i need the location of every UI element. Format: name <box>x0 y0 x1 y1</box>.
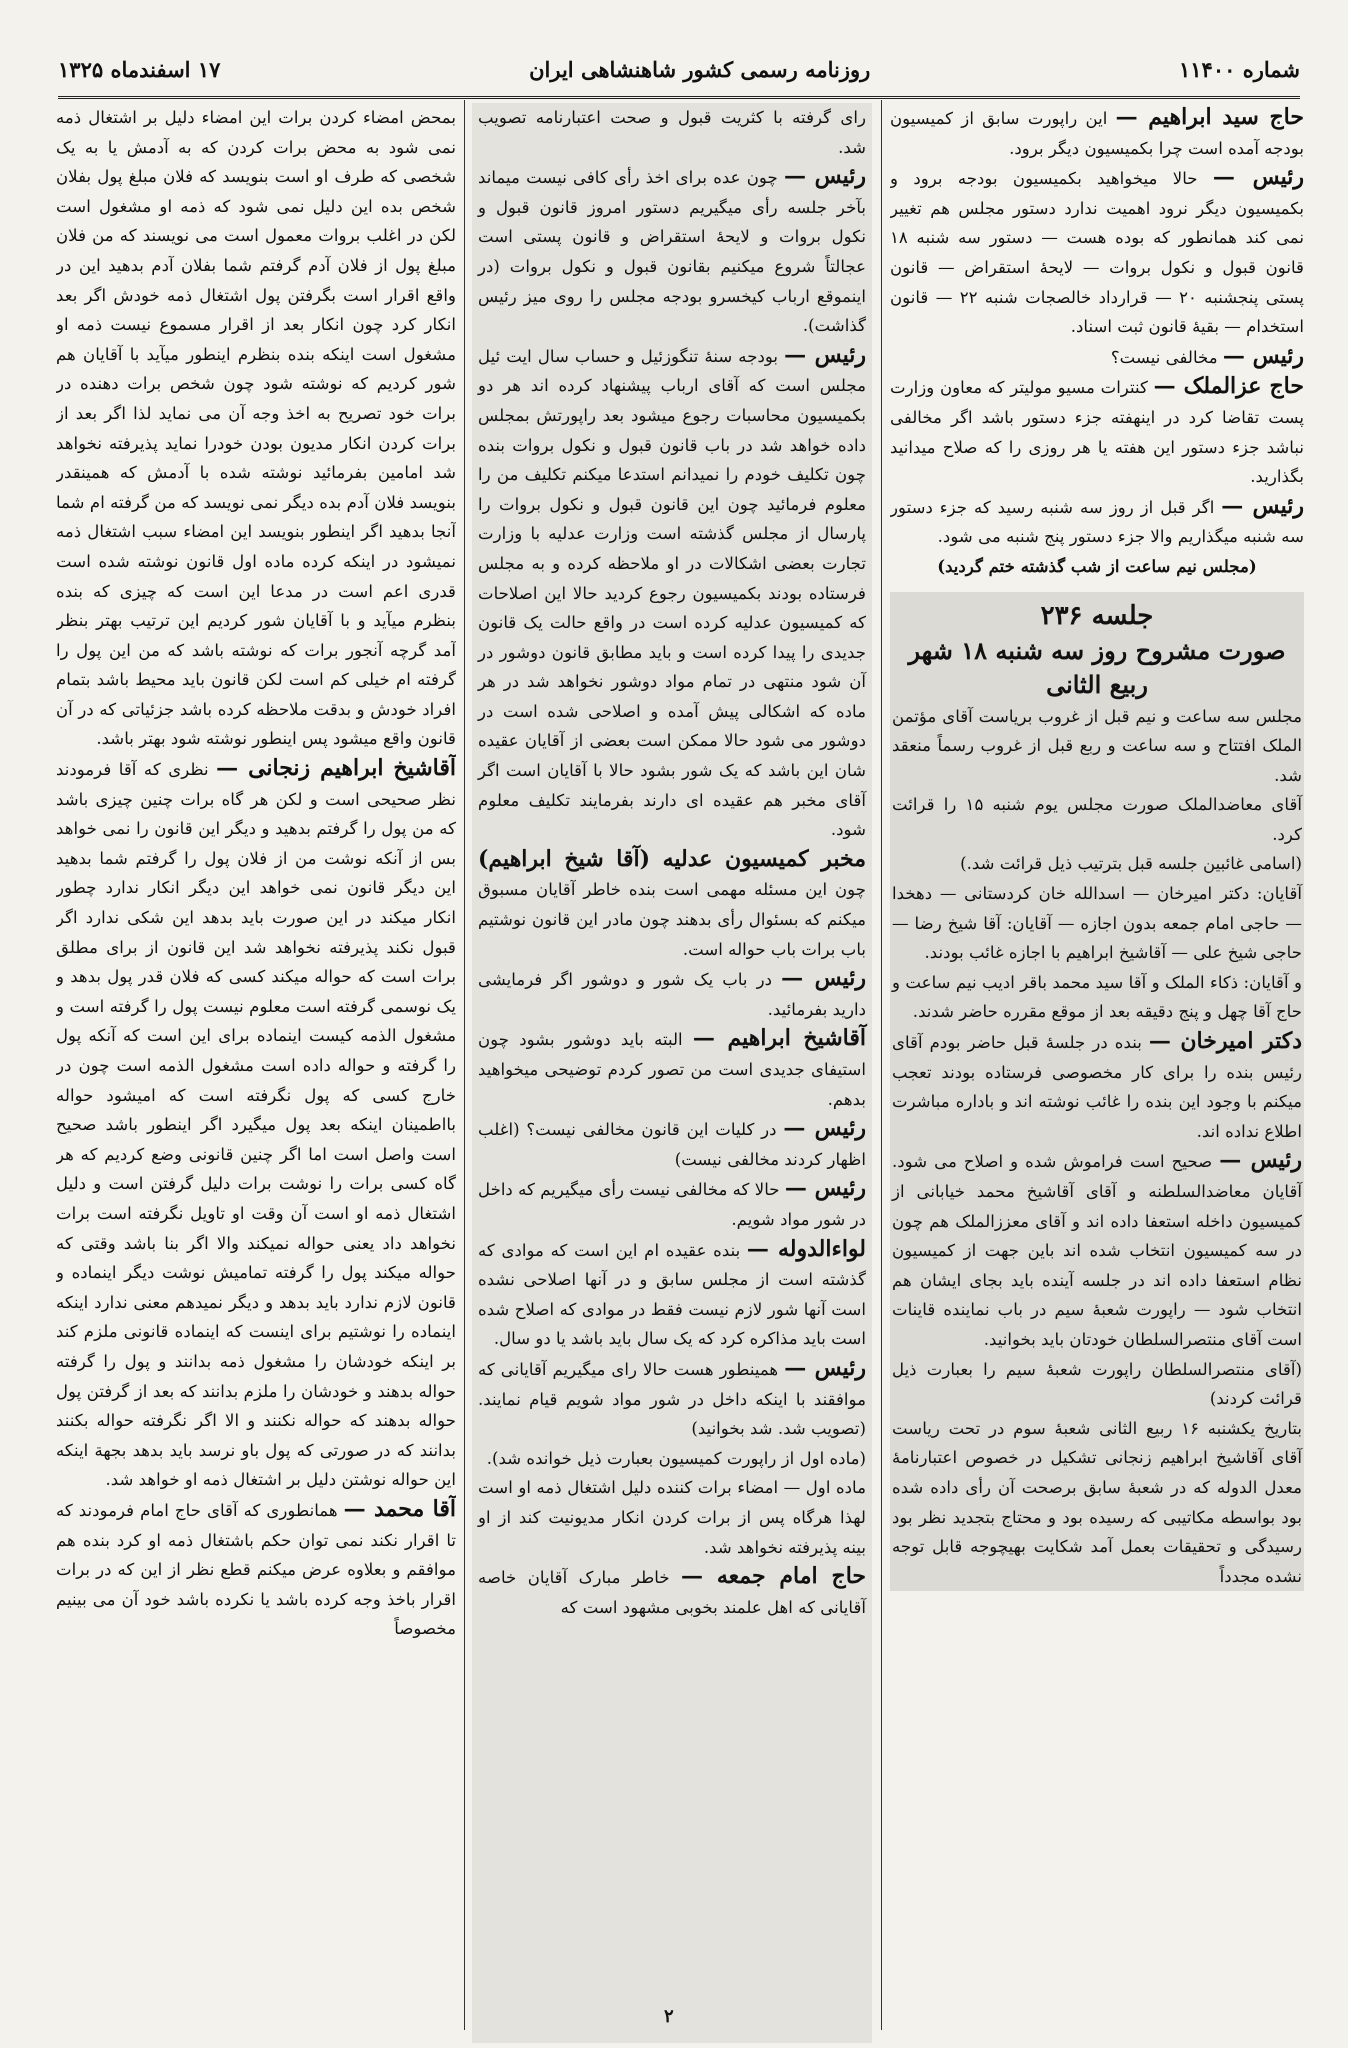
issue-date: ۱۷ اسفندماه ۱۳۲۵ <box>58 56 221 82</box>
paragraph: آقای معاضدالملک صورت مجلس یوم شنبه ۱۵ را قرائت کرد. <box>892 795 1302 844</box>
paragraph <box>890 103 1304 163</box>
paragraph <box>890 372 1304 491</box>
paragraph: (ماده اول از راپورت کمیسیون بعبارت ذیل خوانده شد). <box>486 1448 866 1468</box>
paragraph <box>478 162 866 341</box>
speech-text: در باب یک شور و دوشور اگر فرمایشی دارید بفرمائید. <box>478 970 866 1019</box>
paragraph: مجلس سه ساعت و نیم قبل از غروب بریاست آقای مؤتمن الملک افتتاح و سه ساعت و ربع قبل از غروب رسماً منعقد شد. <box>892 706 1302 785</box>
speech-text: حالا که مخالفی نیست رأی میگیریم که داخل در شور مواد شویم. <box>478 1180 866 1229</box>
newspaper-title: روزنامه رسمی کشور شاهنشاهی ایران <box>529 56 871 82</box>
paragraph: رای گرفته با کثریت قبول و صحت اعتبارنامه تصویب شد. <box>478 108 866 157</box>
paragraph: (آقای منتصرالسلطان راپورت شعبهٔ سیم را بعبارت ذیل قرائت کردند) <box>892 1359 1302 1409</box>
paragraph: بمحض امضاء کردن برات این امضاء دلیل بر اشتغال ذمه نمی شود به محض برات کردن که به آدمش یا به یک شخصی که طرف او است بنویسد که فلان مبلغ پول بفلان شخص بده این دلیل نمی شود که ذمه او مشغول است لکن در اغلب بروات معمول است می نویسند که من فلان مبلغ پول از فلان آدم گرفتم شما بفلان آدم بدهید این در واقع اقرار است بگرفتن پول اشتغال ذمه خودش اگر بعد انکار کرد چون انکار بعد از اقرار مسموع نیست ذمه او مشغول است اینکه بنده بنظرم اینطور میآید با آقایان هم شور کردیم که نوشته شود چون شخص برات دهنده در برات خود تصریح به اخذ وجه آن می نماید لذا اگر بعد از برات کردن انکار مدیون بودن خودرا نماید پذیرفته نخواهد شد امامین بفرمائید نوشته شده با آدمش که همینقدر بنویسد فلان آدم بده دیگر نمی نویسد که من گرفته ام شما آنجا بدهید اگر اینطور بنویسد این امضاء سبب اشتغال ذمه نمیشود در اینکه کرده ماده اول قانون نوشته شده است قدری اعم است در مدعا این است که چیزی که بنده بنظرم میآید و با آقایان شور کردیم این ترتیب بهتر بنظر آمد گرچه آنجور برات که نوشته باشد که من این پول را گرفته ام خیلی کم است لکن قانون باید محیط باشد بتمام افراد خودش و بدقت ملاحظه کرده باشد جزئیاتی که در آن قانون واقع میشود پس اینطور نوشته شود بهتر باشد. <box>56 108 456 749</box>
speech-text: صحیح است فراموش شده و اصلاح می شود. آقایان معاضدالسلطنه و آقای آقاشیخ محمد خیابانی از کمیسیون داخله استعفا داده اند و آقای معززالملک هم چون در سه کمیسیون انتخاب شده اند باین جهت از کمیسیون نظام استعفا داده اند در جلسه آینده باید بجای ایشان هم انتخاب شود — راپورت شعبهٔ سیم در باب نماینده قاینات است آقای منتصرالسلطان خودتان باید بخوانید. <box>892 1152 1302 1349</box>
speaker-name: رئیس — <box>783 163 867 190</box>
speech-text: اگر قبل از روز سه شنبه رسید که جزء دستور سه شنبه میگذاریم والا جزء دستور پنج شنبه می شود. <box>890 497 1304 547</box>
speaker-name: رئیس — <box>1221 492 1304 519</box>
speech-text: بنده عقیده ام این است که موادی که گذشته است از مجلس سابق و در آنها اصلاحی نشده است آنها شور لازم نیست فقط در موادی که اصلاح شده است باید مذاکره کرد که یک سال باید باشد یا دو سال. <box>478 1240 866 1349</box>
paragraph <box>478 341 866 845</box>
paragraph <box>892 1146 1302 1354</box>
speech-text: این راپورت سابق از کمیسیون بودجه آمده است چرا بکمیسیون دیگر برود. <box>890 109 1304 158</box>
speaker-name: رئیس — <box>784 1175 867 1202</box>
speech-text: کنترات مسیو مولیتر که معاون وزارت پست تقاضا کرد در اینهفته جزء دستور باشد اگر مخالفی نباشد جزء دستور این هفته یا هر روزی را که صلاح میدانید بگذارید. <box>890 378 1304 487</box>
paragraph: بتاریخ یکشنبه ۱۶ ربیع الثانی شعبهٔ سوم در تحت ریاست آقای آقاشیخ ابراهیم زنجانی تشکیل در خصوص اعتبارنامهٔ معدل الدوله که در شعبهٔ سابق برصحت آن رأی داده شده بود بواسطه مکاتیبی که رسیده بود و محتاج بتجدید نظر بود رسیدگی و تحقیقات بعمل آمد شکایت بهیچوجه قابل توجه نشده مجدداً <box>892 1418 1303 1586</box>
speech-text: البته باید دوشور بشود چون استیفای جدیدی است من تصور کردم توضیحی میخواهید بدهم. <box>478 1030 866 1109</box>
speech-text: همینطور هست حالا رای میگیریم آقایانی که موافقند با اینکه داخل در شور مواد شویم قیام نمایند. (تصویب شد. شد بخوانید) <box>478 1359 866 1439</box>
speech-text: بنده در جلسهٔ قبل حاضر بودم آقای رئیس بنده را برای کار مخصوصی فرستاده بودند تعجب میکنم با وجود این بنده را غائب نوشته اند و باداره مباشرت اطلاع نداده اند. <box>892 1033 1302 1141</box>
paragraph <box>478 964 866 1024</box>
speech-text: مخالفی نیست؟ <box>1110 347 1218 367</box>
right-column <box>890 103 1304 2043</box>
speech-text: نظری که آقا فرمودند نظر صحیحی است و لکن هر گاه برات چنین چیزی باشد که من پول را گرفتم بدهید و دیگر این قانون را نمی خواهد بس از آنکه نوشت من از فلان پول را گرفتم شما بدهید این دیگر قانون نمی خواهد این دیگر انکار ندارد چطور انکار میکند در این صورت باید بدهد این شکی ندارد اگر قبول نکند پذیرفته نخواهد شد این قانون از برای مطلق برات است که حواله میکند کسی که فلان قدر پول بدهد و یک نوسمی گرفته است معلوم نیست پول را گرفته است و مشغول الذمه کیست اینماده برای این است که آنکه پول را گرفته و حواله داده است مشغول الذمه است چون در خارج کسی که پول نگرفته است که امیشود حواله بااطمینان اینکه بعد پول میگیرد اگر اینطور باشد صحیح است واصل است اما اگر چنین قانونی وضع کردیم که هر گاه کسی برات را نوشت برات دلیل گرفتن است و دلیل اشتغال ذمه او است آن وقت او تاویل نگرفته است برات نخواهد داد یعنی حواله نمیکند والا اگر بنا باشد وقتی که حواله میکند پول را گرفته تمامیش نوشت دیگر اینماده و قانون لازم ندارد باید بدهد و دیگر نمیدهم معنی ندارد اینکه اینماده را نوشتیم برای اینست که اینماده قانونی ملزم کند بر اینکه خودشان را مشغول ذمه بدانند و پول را گرفته حواله بدهند و خودشان را ملزم بدانند که بعد از گرفتن پول حواله بدهند که حواله نکنند و الا اگر نگرفته حواله بکنند بدانند که در صورتی که پول باو نرسد باید بدهد بجهة اینکه این حواله نوشتن دلیل بر اشتغال ذمه او خواهد شد. <box>56 760 456 1490</box>
left-column <box>56 103 456 2043</box>
speaker-name: رئیس — <box>1212 164 1304 191</box>
paragraph <box>892 1027 1302 1146</box>
paragraph <box>56 1495 456 1644</box>
paragraph: و آقایان: ذکاء الملک و آقا سید محمد باقر ادیب نیم ساعت و حاج آقا چهل و پنج دقیقه بعد از موقع مقرره حاضر شدند. <box>892 972 1302 1022</box>
paragraph <box>478 1354 866 1444</box>
paragraph <box>478 1562 866 1622</box>
speech-text: چون این مسئله مهمی است بنده خاطر آقایان مسبوق میکنم که بسئوال رأی بدهند چون مادر این قانون نوشتیم باب برات باب حواله است. <box>478 880 866 959</box>
speech-text: خاطر مبارک آقایان خاصه آقایانی که اهل علمند بخوبی مشهود است که <box>478 1568 866 1617</box>
speech-text: بودجه سنهٔ تنگوزئیل و حساب سال ایت ئیل مجلس است که آقای ارباب پیشنهاد کرده اند هر دو بکمیسیون محاسبات رجوع میشود بعد راپورتش بمجلس داده خواهد شد در باب قانون قبول و نکول بروات بنده چون تکلیف خودم را نمیدانم استدعا میکنم تکلیف من را معلوم فرمائید چون این قانون قبول و نکول بروات را پارسال از مجلس گذشته است وزارت عدلیه با وزارت تجارت بعضی اشکالات در او ملاحظه کرده و به مجلس فرستاده بودند بکمیسیون رجوع کردید حالا این اصلاحات که کمیسیون عدلیه کرده است در واقع حالت یک قانون جدیدی را پیدا کرده است و باید مطابق قانون دوشور در آن شود منتهی در تمام مواد دوشور نخواهد شد در هر ماده که اشکالی پیش آمده و اصلاحی شده است در دوشور می شود حالا ممکن است بعضی از آقایان عقیده شان این باشد که یک شور بشود حالا با آقایان است اگر آقای مخبر هم عقیده ای دارند بفرمایند تکلیف معلوم شود. <box>478 346 866 840</box>
page-header <box>58 46 1300 92</box>
speaker-name: رئیس — <box>1219 1147 1302 1174</box>
paragraph <box>478 1114 866 1174</box>
column-divider <box>881 100 882 2030</box>
speaker-name: رئیس — <box>783 1115 866 1142</box>
speaker-name: رئیس — <box>781 965 867 992</box>
page-number: ۲ <box>664 2006 674 2027</box>
paragraph <box>478 1174 866 1234</box>
paragraph: ماده اول — امضاء برات کننده دلیل اشتغال ذمه او است لهذا هرگاه پس از برات کردن انکار مدیونیت کند از او بینه پذیرفته نخواهد شد. <box>478 1478 866 1557</box>
paragraph: (اسامی غائبین جلسه قبل بترتیب ذیل قرائت شد.) <box>960 854 1302 874</box>
paragraph <box>890 163 1304 342</box>
paragraph <box>478 1024 866 1114</box>
speech-text: همانطوری که آقای حاج امام فرمودند که تا اقرار نکند نمی توان حکم باشتغال ذمه او کرد بنده هم موافقم و بعلاوه عرض میکنم قطع نظر از این که در برات اقرار باخذ وجه کرده باشد یا نکرده باشد خود آن می بینیم مخصوصاً <box>56 1500 456 1639</box>
speaker-name: رئیس — <box>784 341 867 368</box>
speaker-name: دکتر امیرخان — <box>1148 1028 1302 1055</box>
speaker-name: آقاشیخ ابراهیم زنجانی — <box>216 755 456 782</box>
paragraph: آقایان: دکتر امیرخان — اسدالله خان کردستانی — دهخدا — حاجی امام جمعه بدون اجازه — آقایان: آقا شیخ رضا — حاجی شیخ علی — آقاشیخ ابراهیم با اجازه غائب بودند. <box>892 884 1302 963</box>
speech-text: چون عده برای اخذ رأی کافی نیست میماند بآخر جلسه رأی میگیریم دستور امروز قانون قبول و نکول بروات و لایحهٔ استقراض و قانون پستی است عجالتاً شروع میکنیم بقانون قبول و نکول بروات (در اینموقع ارباب کیخسرو بودجه مجلس را روی میز رئیس گذاشت). <box>478 168 866 336</box>
closing-note: (مجلس نیم ساعت از شب گذشته ختم گردید) <box>937 555 1257 576</box>
speech-text: در کلیات این قانون مخالفی نیست؟ (اغلب اظهار کردند مخالفی نیست) <box>478 1120 866 1169</box>
speaker-name: حاج امام جمعه — <box>681 1563 866 1590</box>
column-divider <box>464 100 465 2030</box>
session-section <box>890 592 1304 1592</box>
speaker-name: رئیس — <box>784 1354 867 1381</box>
session-subtitle: صورت مشروح روز سه شنبه ۱۸ شهر ربیع الثانی <box>908 635 1286 699</box>
paragraph <box>890 342 1304 373</box>
speaker-name: آقاشیخ ابراهیم — <box>692 1025 866 1052</box>
speaker-name: حاج سید ابراهیم — <box>1115 104 1304 130</box>
paragraph <box>478 845 866 964</box>
paragraph <box>890 492 1304 552</box>
speaker-name: لواءالدوله — <box>746 1235 866 1262</box>
paragraph <box>478 1235 866 1354</box>
speaker-name: مخبر کمیسیون عدلیه (آقا شیخ ابراهیم) <box>478 845 866 872</box>
paragraph <box>56 754 456 1495</box>
speaker-name: آقا محمد — <box>343 1495 456 1522</box>
speech-text: حالا میخواهید بکمیسیون بودجه برود و بکمیسیون دیگر نرود اهمیت ندارد دستور مجلس هم تغییر نمی کند همانطور که بوده هست — دستور سه شنبه ۱۸ قانون قبول و نکول بروات — لایحهٔ استقراض — قانون پستی پنجشنبه ۲۰ — قرارداد خالصجات شنبه ۲۲ — قانون استخدام — بقیهٔ قانون ثبت اسناد. <box>890 169 1304 337</box>
header-rule <box>58 96 1300 99</box>
speaker-name: رئیس — <box>1222 342 1304 369</box>
speaker-name: حاج عزالملک — <box>1153 373 1304 400</box>
session-title: جلسه ۲۳۶ <box>1040 600 1154 631</box>
issue-number: شماره ۱۱۴۰۰ <box>1179 56 1300 82</box>
middle-column <box>472 103 872 2043</box>
